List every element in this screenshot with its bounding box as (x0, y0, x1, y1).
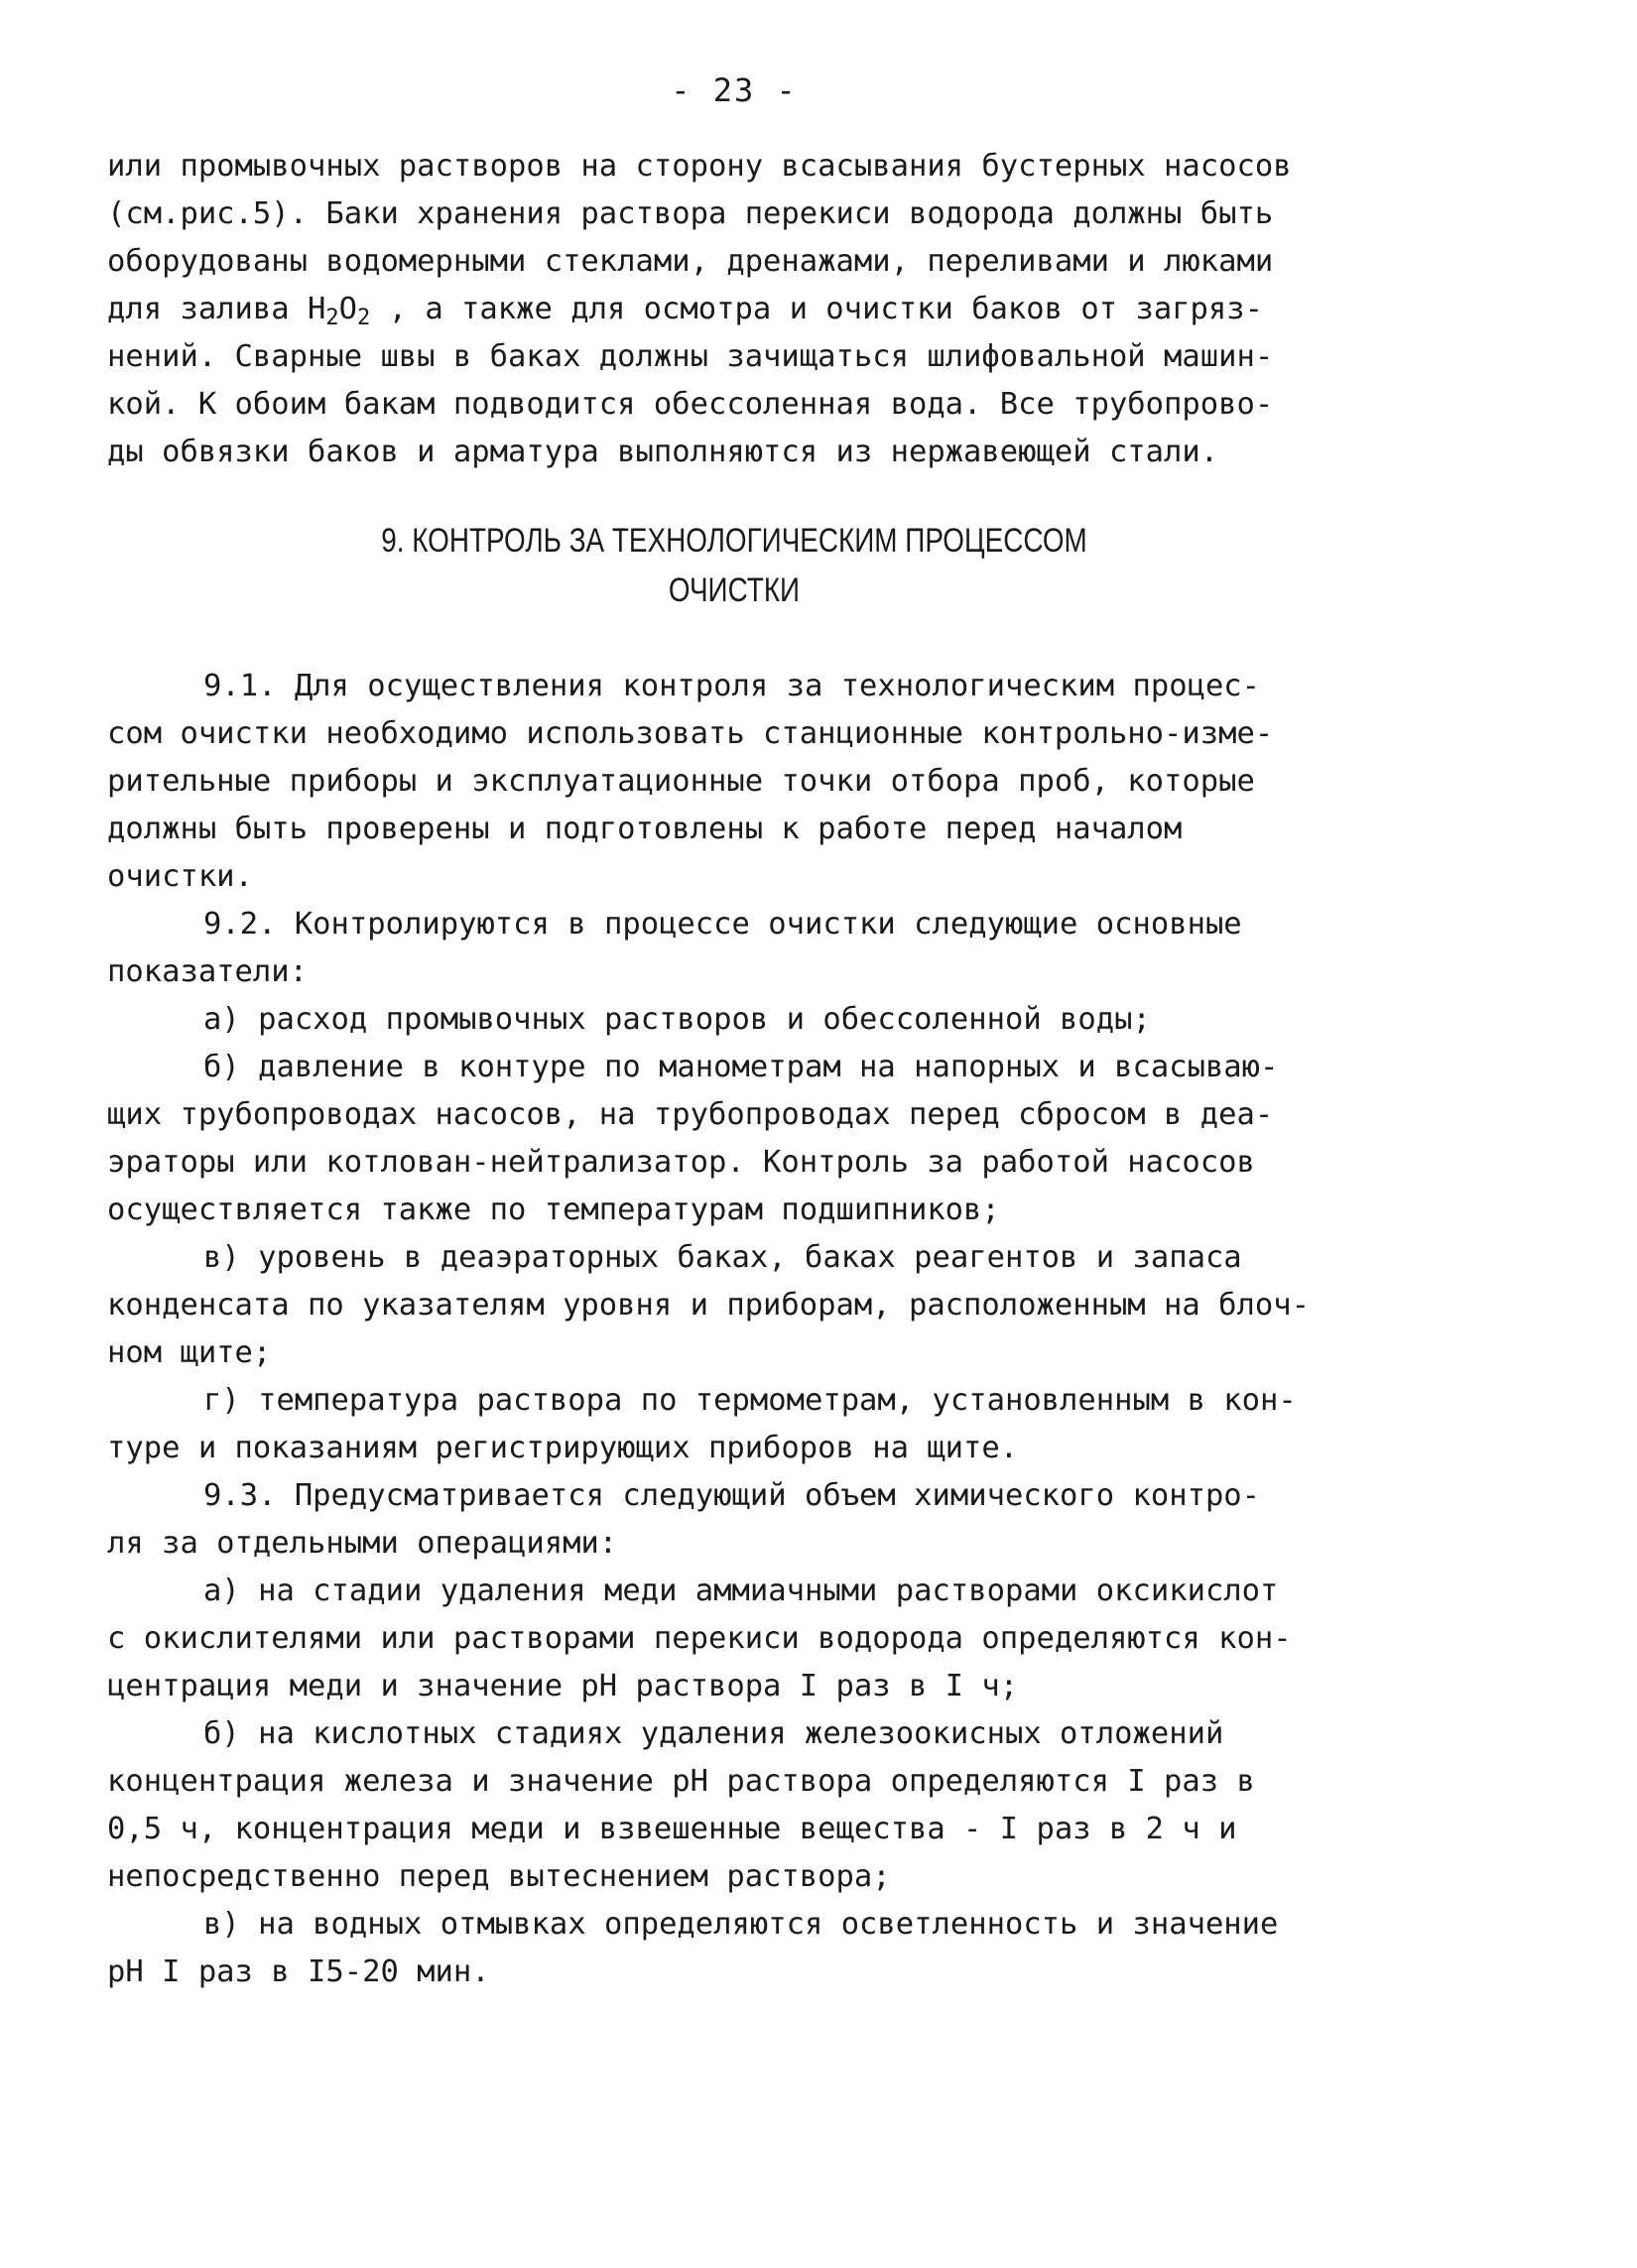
paragraph-start: 9.2. Контролируются в процессе очистки следующие основные (203, 907, 1242, 942)
list-item: г) температура раствора по термометрам, установленным в кон- (203, 1383, 1297, 1418)
text-line: с окислителями или растворами перекиси водорода определяются кон- (107, 1621, 1292, 1656)
text-fragment: , а также для осмотра и очистки баков от загряз- (370, 292, 1263, 326)
text-line: туре и показаниям регистрирующих приборов на щите. (107, 1431, 1019, 1465)
list-item: б) давление в контуре по манометрам на напорных и всасываю- (203, 1050, 1279, 1084)
text-line: конденсата по указателям уровня и приборам, расположенным на блоч- (107, 1288, 1310, 1323)
text-line: непосредственно перед вытеснением раствора; (107, 1859, 891, 1894)
list-item: б) на кислотных стадиях удаления железоокисных отложений (203, 1716, 1224, 1751)
subscript: 2 (356, 306, 371, 330)
text-line: должны быть проверены и подготовлены к работе перед началом (107, 812, 1183, 846)
text-line: очистки. (107, 859, 253, 894)
text-line: оборудованы водомерными стеклами, дренажами, переливами и люками (107, 244, 1274, 279)
text-line: pH I раз в I5-20 мин. (107, 1954, 490, 1989)
section-heading: ОЧИСТКИ (668, 571, 801, 609)
text-line: рительные приборы и эксплуатационные точки отбора проб, которые (107, 764, 1255, 799)
text-line: нений. Сварные швы в баках должны зачищаться шлифовальной машин- (107, 339, 1274, 374)
text-line: сом очистки необходимо использовать станционные контрольно-изме- (107, 716, 1274, 751)
text-line-with-formula (107, 290, 1263, 338)
subscript: 2 (325, 306, 339, 330)
text-line: осуществляется также по температурам подшипников; (107, 1193, 1000, 1227)
text-line: ды обвязки баков и арматура выполняются из нержавеющей стали. (107, 435, 1219, 469)
text-line: кой. К обоим бакам подводится обессоленная вода. Все трубопрово- (107, 387, 1274, 422)
text-line: эраторы или котлован-нейтрализатор. Контроль за работой насосов (107, 1145, 1255, 1180)
text-fragment: для залива H (107, 292, 326, 326)
text-line: показатели: (107, 954, 308, 989)
list-item: в) на водных отмывках определяются осветленность и значение (203, 1907, 1279, 1942)
text-line: (см.рис.5). Баки хранения раствора перекиси водорода должны быть (107, 196, 1274, 231)
text-line: ля за отдельными операциями: (107, 1526, 618, 1561)
text-line: ном щите; (107, 1335, 272, 1370)
list-item: в) уровень в деаэраторных баках, баках реагентов и запаса (203, 1240, 1242, 1275)
text-fragment: O (338, 292, 357, 326)
list-item: а) расход промывочных растворов и обессоленной воды; (203, 1002, 1151, 1037)
list-item: а) на стадии удаления меди аммиачными растворами оксикислот (203, 1574, 1279, 1608)
text-line: концентрация железа и значение pH раствора определяются I раз в (107, 1764, 1255, 1799)
section-heading: 9. КОНТРОЛЬ ЗА ТЕХНОЛОГИЧЕСКИМ ПРОЦЕССОМ (381, 522, 1087, 560)
text-line: щих трубопроводах насосов, на трубопроводах перед сбросом в деа- (107, 1097, 1274, 1132)
text-line: или промывочных растворов на сторону всасывания бустерных насосов (107, 149, 1292, 184)
text-line: 0,5 ч, концентрация меди и взвешенные вещества - I раз в 2 ч и (107, 1812, 1237, 1846)
text-line: центрация меди и значение pH раствора I раз в I ч; (107, 1669, 1019, 1703)
page-number: - 23 - (671, 71, 798, 109)
paragraph-start: 9.3. Предусматривается следующий объем химического контро- (203, 1478, 1261, 1513)
paragraph-start: 9.1. Для осуществления контроля за технологическим процес- (203, 669, 1261, 703)
